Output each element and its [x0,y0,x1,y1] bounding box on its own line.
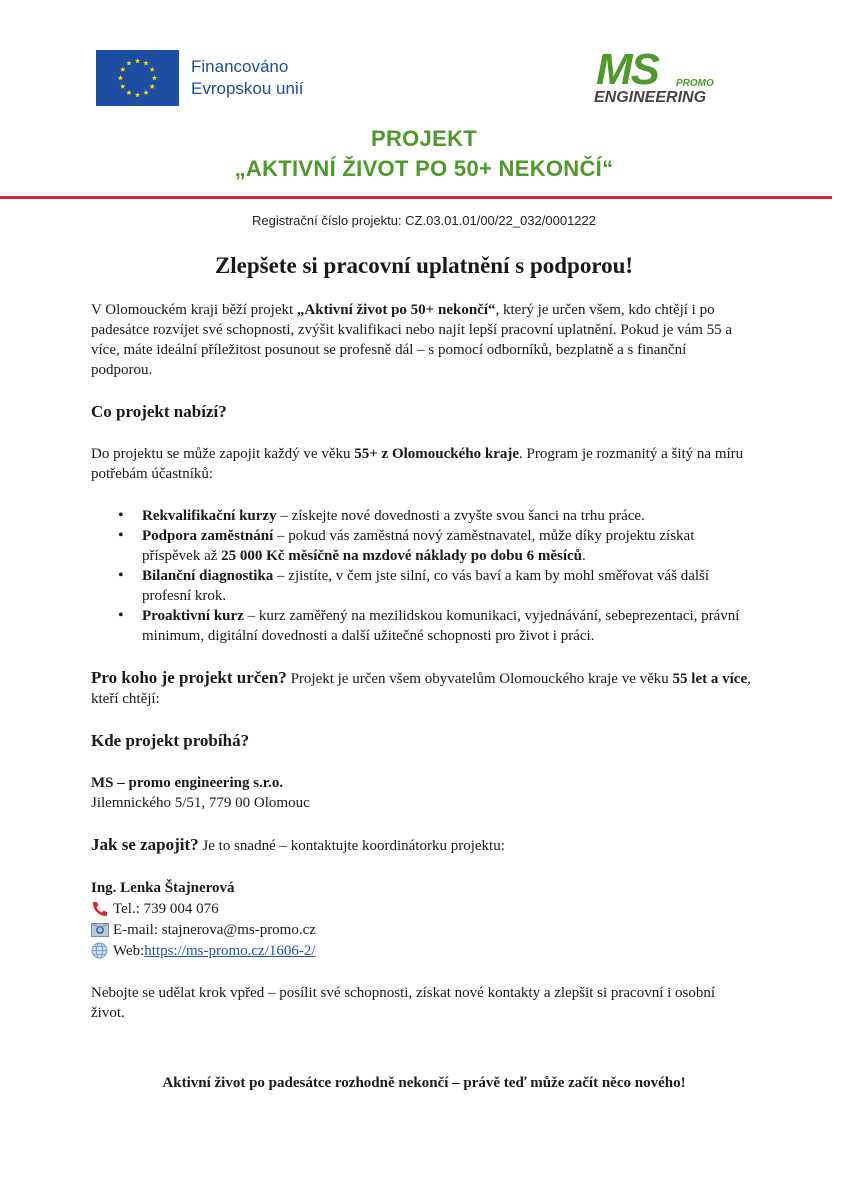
eu-star [150,84,155,89]
eu-star [126,90,131,95]
join-paragraph [91,835,751,856]
project-title-line-2: „AKTIVNÍ ŽIVOT PO 50+ NEKONČÍ“ [234,156,614,181]
eu-star [120,84,125,89]
offer-text: Do projektu se může zapojit každý ve věku [91,446,355,462]
page-headline: Zlepšete si pracovní uplatnění s podporou! [214,253,634,278]
join-text: Je to snadné – kontaktujte koordinátorku projektu: [198,838,505,854]
phone-icon [91,901,113,917]
location-heading: Kde projekt probíhá? [91,731,250,750]
list-item [142,606,751,646]
contact-phone [91,898,751,919]
closing-statement: Aktivní život po padesátce rozhodně nekončí – právě teď může začít něco nového! [162,1075,686,1091]
item-text: – zjistíte, v čem jste silní, co vás baví a kam by mohl směřovat váš další profesní krok. [142,568,710,604]
eu-star [118,75,123,80]
eu-star [135,92,140,97]
item-text-end: . [582,548,586,564]
offer-list [91,506,751,646]
company-name-text: MS – promo engineering s.r.o. [91,775,284,791]
phone-text: Tel.: 739 004 076 [113,900,219,917]
list-item [142,566,751,606]
project-title-line-1: PROJEKT [370,126,477,151]
target-text-2: , kteří chtějí: [91,671,751,707]
offer-bold: 55+ z Olomouckého kraje [354,446,520,462]
header-divider [0,196,832,199]
offer-text-2: . Program je rozmanitý a šitý na míru potřebám účastníků: [91,446,744,482]
svg-text:MS: MS [596,45,658,94]
item-title: Podpora zaměstnání [142,528,274,544]
project-name-bold: „Aktivní život po 50+ nekončí“ [296,302,496,318]
project-title [0,124,848,184]
globe-icon [91,942,113,959]
eu-star [143,60,148,65]
item-title: Bilanční diagnostika [142,568,274,584]
eu-star [150,67,155,72]
eu-funding-text [191,56,303,100]
item-bold-amount: 25 000 Kč měsíčně na mzdové náklady po dobu 6 měsíců [221,548,582,564]
offer-heading: Co projekt nabízí? [91,402,227,421]
company-address: Jilemnického 5/51, 779 00 Olomouc [91,795,310,811]
eu-star [143,90,148,95]
target-text: Projekt je určen všem obyvatelům Olomouckého kraje ve věku [286,671,673,687]
target-paragraph [91,668,751,709]
eu-star [135,58,140,63]
ms-promo-engineering-logo [594,44,724,108]
svg-text:ENGINEERING: ENGINEERING [594,89,707,106]
eu-flag-icon [96,50,179,106]
registration-number: Registrační číslo projektu: CZ.03.01.01/00/22_032/0001222 [251,213,596,228]
eu-star [120,67,125,72]
contact-email [91,919,751,940]
contact-web [91,940,751,961]
web-link[interactable]: https://ms-promo.cz/1606-2/ [144,942,316,959]
item-title: Rekvalifikační kurzy [142,508,277,524]
item-title: Proaktivní kurz [142,608,244,624]
contact-name [91,878,751,898]
eu-line-2: Evropskou unií [191,79,304,98]
email-text: E-mail: stajnerova@ms-promo.cz [113,921,316,938]
eu-star [126,60,131,65]
target-lead: Pro koho je projekt určen? [91,668,287,687]
company-name [91,773,751,793]
eu-funding-logo [96,50,303,106]
email-icon [91,923,113,937]
item-text: – získejte nové dovednosti a zvyšte svou šanci na trhu práce. [276,508,645,524]
web-label: Web: [113,942,145,959]
contact-name-text: Ing. Lenka Štajnerová [91,880,235,896]
eu-line-1: Financováno [191,57,289,76]
intro-paragraph [91,300,751,380]
join-lead: Jak se zapojit? [91,835,199,854]
intro-text: V Olomouckém kraji běží projekt [91,302,297,318]
list-item [142,526,751,566]
encourage-paragraph: Nebojte se udělat krok vpřed – posílit své schopnosti, získat nové kontakty a zlepšit si pracovní i osobní život. [91,985,716,1021]
intro-text-2: , který je určen všem, kdo chtějí i po padesátce rozvíjet své schopnosti, zvýšit kvalifikaci nebo najít lepší pracovní uplatnění. Pokud je vám 55 a více, máte ideální příležitost posunout se profesně dál – s pomocí odborníků, bezplatně a s finanční podporou. [91,302,733,378]
target-age: 55 let a více [672,671,748,687]
item-text: – pokud vás zaměstná nový zaměstnavatel, může díky projektu získat příspěvek až [142,528,695,564]
svg-text:PROMO: PROMO [676,78,714,89]
eu-star [152,75,157,80]
document-body [91,300,751,1023]
offer-paragraph [91,444,751,484]
item-text: – kurz zaměřený na mezilidskou komunikaci, vyjednávání, sebeprezentaci, právní minimum, digitální dovednosti a další užitečné schopnosti pro život i práci. [142,608,740,644]
list-item [142,506,751,526]
